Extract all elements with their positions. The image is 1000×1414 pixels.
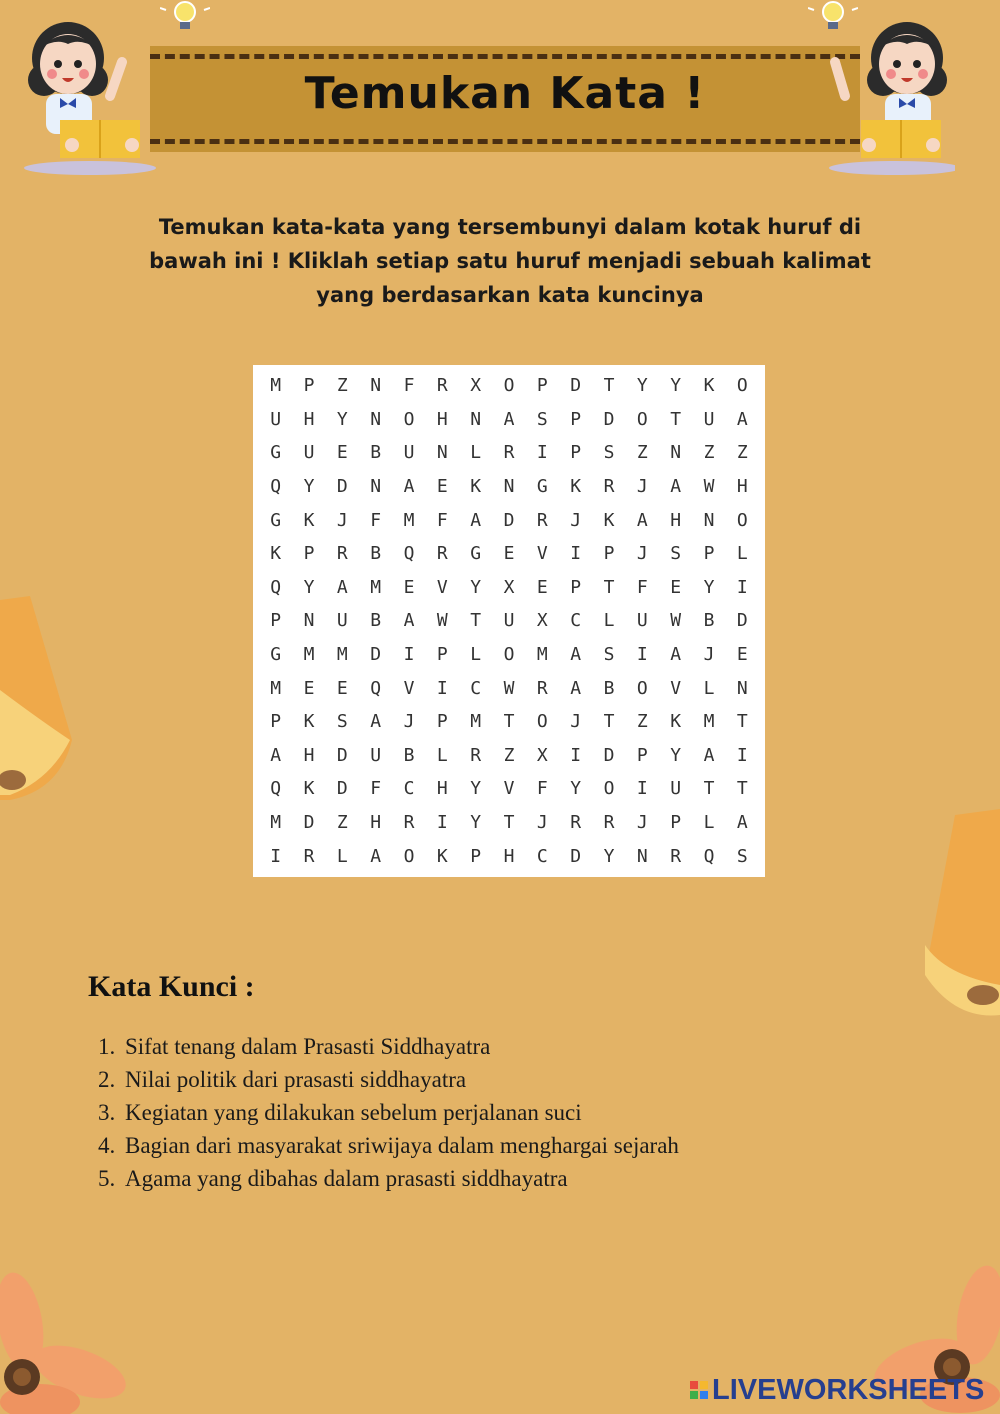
grid-letter-cell[interactable]: A (570, 677, 582, 699)
grid-letter-cell[interactable]: S (536, 408, 548, 430)
grid-letter-cell[interactable]: V (436, 576, 448, 598)
grid-letter-cell[interactable]: E (536, 576, 548, 598)
girl-reading-illustration-left (20, 0, 160, 180)
grid-letter-cell[interactable]: L (470, 442, 482, 464)
grid-letter-cell[interactable]: K (570, 476, 582, 498)
grid-letter-cell[interactable]: B (703, 610, 715, 632)
grid-letter-cell[interactable]: N (470, 408, 482, 430)
grid-letter-cell[interactable]: J (536, 812, 548, 834)
instruction-text: Temukan kata-kata yang tersembunyi dalam kotak huruf di bawah ini ! Kliklah setiap satu huruf menjadi sebuah kalimat yang berdasarkan kata kuncinya (149, 215, 871, 307)
grid-letter-cell[interactable]: K (303, 711, 315, 733)
clue-number: 1. (98, 1034, 116, 1059)
grid-letter-cell[interactable]: T (503, 711, 515, 733)
grid-letter-cell[interactable]: Q (270, 476, 282, 498)
grid-letter-cell[interactable]: S (603, 644, 615, 666)
grid-letter-cell[interactable]: N (370, 375, 382, 397)
grid-letter-cell[interactable]: Z (636, 711, 648, 733)
grid-letter-cell[interactable]: I (636, 644, 648, 666)
grid-letter-cell[interactable]: A (403, 476, 415, 498)
grid-letter-cell[interactable]: D (336, 476, 348, 498)
grid-letter-cell[interactable]: G (470, 543, 482, 565)
clue-item (98, 1162, 679, 1195)
grid-letter-cell[interactable]: B (603, 677, 615, 699)
grid-letter-cell[interactable]: Y (670, 744, 682, 766)
banner-dash-top (150, 54, 860, 59)
grid-letter-cell[interactable]: R (570, 812, 582, 834)
grid-letter-cell[interactable]: A (370, 845, 382, 867)
clue-item (98, 1030, 679, 1063)
grid-letter-cell[interactable]: I (436, 812, 448, 834)
grid-letter-cell[interactable]: R (670, 845, 682, 867)
grid-letter-cell[interactable]: O (636, 408, 648, 430)
grid-letter-cell[interactable]: J (636, 476, 648, 498)
grid-letter-cell[interactable]: H (670, 509, 682, 531)
grid-letter-cell[interactable]: I (736, 576, 748, 598)
grid-letter-cell[interactable]: Z (736, 442, 748, 464)
grid-letter-cell[interactable]: T (603, 711, 615, 733)
grid-letter-cell[interactable]: A (736, 812, 748, 834)
grid-letter-cell[interactable]: P (570, 442, 582, 464)
grid-letter-cell[interactable]: B (370, 543, 382, 565)
grid-letter-cell[interactable]: E (336, 677, 348, 699)
grid-letter-cell[interactable]: K (436, 845, 448, 867)
grid-letter-cell[interactable]: Q (270, 576, 282, 598)
grid-letter-cell[interactable]: M (536, 644, 548, 666)
grid-letter-cell[interactable]: A (570, 644, 582, 666)
grid-letter-cell[interactable]: S (670, 543, 682, 565)
grid-letter-cell[interactable]: M (270, 375, 282, 397)
lightbulb-icon (160, 0, 210, 40)
grid-letter-cell[interactable]: L (436, 744, 448, 766)
grid-letter-cell[interactable]: P (436, 711, 448, 733)
grid-letter-cell[interactable]: D (736, 610, 748, 632)
grid-letter-cell[interactable]: S (336, 711, 348, 733)
grid-letter-cell[interactable]: P (303, 375, 315, 397)
grid-letter-cell[interactable]: I (570, 543, 582, 565)
grid-letter-cell[interactable]: X (470, 375, 482, 397)
grid-letter-cell[interactable]: M (470, 711, 482, 733)
grid-letter-cell[interactable]: O (503, 375, 515, 397)
lantern-decoration-right (905, 805, 1000, 1025)
grid-letter-cell[interactable]: J (636, 812, 648, 834)
grid-letter-cell[interactable]: K (703, 375, 715, 397)
grid-letter-cell[interactable]: P (603, 543, 615, 565)
grid-letter-cell[interactable]: A (670, 644, 682, 666)
brand-text: LIVEWORKSHEETS (712, 1373, 985, 1406)
grid-letter-cell[interactable]: Q (370, 677, 382, 699)
grid-letter-cell[interactable]: E (436, 476, 448, 498)
grid-letter-cell[interactable]: X (536, 744, 548, 766)
grid-letter-cell[interactable]: R (436, 543, 448, 565)
grid-letter-cell[interactable]: E (503, 543, 515, 565)
grid-letter-cell[interactable]: H (436, 778, 448, 800)
word-search-grid[interactable] (253, 365, 765, 877)
grid-letter-cell[interactable]: G (270, 644, 282, 666)
grid-letter-cell[interactable]: R (536, 509, 548, 531)
grid-letter-cell[interactable]: R (603, 476, 615, 498)
grid-letter-cell[interactable]: D (336, 778, 348, 800)
grid-letter-cell[interactable]: V (536, 543, 548, 565)
liveworksheets-icon (690, 1381, 708, 1399)
grid-letter-cell[interactable]: A (370, 711, 382, 733)
grid-letter-cell[interactable]: B (403, 744, 415, 766)
grid-letter-cell[interactable]: T (470, 610, 482, 632)
grid-letter-cell[interactable]: D (336, 744, 348, 766)
grid-letter-cell[interactable]: R (603, 812, 615, 834)
grid-letter-cell[interactable]: M (370, 576, 382, 598)
grid-letter-cell[interactable]: N (436, 442, 448, 464)
grid-letter-cell[interactable]: N (736, 677, 748, 699)
grid-letter-cell[interactable]: H (303, 744, 315, 766)
grid-letter-cell[interactable]: J (403, 711, 415, 733)
clue-item (98, 1063, 679, 1096)
grid-letter-cell[interactable]: U (303, 442, 315, 464)
grid-letter-cell[interactable]: T (736, 778, 748, 800)
clue-text: Kegiatan yang dilakukan sebelum perjalanan suci (125, 1100, 582, 1125)
grid-letter-cell[interactable]: L (336, 845, 348, 867)
grid-letter-cell[interactable]: H (736, 476, 748, 498)
grid-letter-cell[interactable]: D (570, 845, 582, 867)
liveworksheets-logo (690, 1372, 984, 1408)
grid-letter-cell[interactable]: W (670, 610, 682, 632)
grid-letter-cell[interactable]: E (670, 576, 682, 598)
page-title: Temukan Kata ! (304, 68, 706, 119)
grid-letter-cell[interactable]: I (536, 442, 548, 464)
grid-letter-cell[interactable]: M (303, 644, 315, 666)
grid-letter-cell[interactable]: V (503, 778, 515, 800)
grid-letter-cell[interactable]: D (370, 644, 382, 666)
grid-letter-cell[interactable]: P (270, 711, 282, 733)
grid-letter-cell[interactable]: Z (336, 812, 348, 834)
grid-letter-cell[interactable]: V (670, 677, 682, 699)
grid-letter-cell[interactable]: T (670, 408, 682, 430)
grid-letter-cell[interactable]: D (303, 812, 315, 834)
grid-letter-cell[interactable]: I (436, 677, 448, 699)
grid-letter-cell[interactable]: A (636, 509, 648, 531)
grid-letter-cell[interactable]: A (736, 408, 748, 430)
grid-letter-cell[interactable]: Z (503, 744, 515, 766)
lightbulb-icon (808, 0, 858, 40)
grid-letter-cell[interactable]: O (503, 644, 515, 666)
grid-letter-cell[interactable]: Y (470, 576, 482, 598)
grid-letter-cell[interactable]: I (570, 744, 582, 766)
grid-letter-cell[interactable]: P (670, 812, 682, 834)
grid-letter-cell[interactable]: G (536, 476, 548, 498)
grid-letter-cell[interactable]: P (703, 543, 715, 565)
grid-letter-cell[interactable]: T (503, 812, 515, 834)
grid-letter-cell[interactable]: D (503, 509, 515, 531)
title-banner (150, 46, 860, 152)
grid-letter-cell[interactable]: T (603, 576, 615, 598)
grid-letter-cell[interactable]: D (603, 408, 615, 430)
grid-letter-cell[interactable]: V (403, 677, 415, 699)
grid-letter-cell[interactable]: J (570, 711, 582, 733)
grid-letter-cell[interactable]: F (370, 509, 382, 531)
grid-letter-cell[interactable]: Y (470, 778, 482, 800)
grid-letter-cell[interactable]: R (470, 744, 482, 766)
grid-letter-cell[interactable]: U (503, 610, 515, 632)
grid-letter-cell[interactable]: R (303, 845, 315, 867)
grid-letter-cell[interactable]: K (670, 711, 682, 733)
grid-letter-cell[interactable]: Y (703, 576, 715, 598)
grid-letter-cell[interactable]: N (503, 476, 515, 498)
grid-letter-cell[interactable]: Q (403, 543, 415, 565)
grid-letter-cell[interactable]: D (603, 744, 615, 766)
grid-letter-cell[interactable]: A (403, 610, 415, 632)
grid-letter-cell[interactable]: J (636, 543, 648, 565)
grid-letter-cell[interactable]: Z (636, 442, 648, 464)
grid-letter-cell[interactable]: N (670, 442, 682, 464)
clue-number: 2. (98, 1067, 116, 1092)
grid-letter-cell[interactable]: K (270, 543, 282, 565)
grid-letter-cell[interactable]: O (536, 711, 548, 733)
grid-letter-cell[interactable]: K (603, 509, 615, 531)
grid-letter-cell[interactable]: Y (670, 375, 682, 397)
grid-letter-cell[interactable]: I (403, 644, 415, 666)
grid-letter-cell[interactable]: L (470, 644, 482, 666)
grid-letter-cell[interactable]: Y (570, 778, 582, 800)
grid-letter-cell[interactable]: B (370, 442, 382, 464)
clue-number: 3. (98, 1100, 116, 1125)
grid-letter-cell[interactable]: P (536, 375, 548, 397)
grid-letter-cell[interactable]: R (403, 812, 415, 834)
grid-letter-cell[interactable]: P (436, 644, 448, 666)
grid-letter-cell[interactable]: T (736, 711, 748, 733)
grid-letter-cell[interactable]: O (403, 408, 415, 430)
grid-letter-cell[interactable]: P (470, 845, 482, 867)
grid-letter-cell[interactable]: L (703, 812, 715, 834)
grid-letter-cell[interactable]: U (336, 610, 348, 632)
grid-letter-cell[interactable]: R (536, 677, 548, 699)
grid-letter-cell[interactable]: E (336, 442, 348, 464)
grid-letter-cell[interactable]: C (470, 677, 482, 699)
grid-letter-cell[interactable]: O (403, 845, 415, 867)
grid-letter-cell[interactable]: S (603, 442, 615, 464)
grid-letter-cell[interactable]: T (603, 375, 615, 397)
clue-text: Sifat tenang dalam Prasasti Siddhayatra (125, 1034, 491, 1059)
grid-letter-cell[interactable]: G (270, 442, 282, 464)
grid-letter-cell[interactable]: R (336, 543, 348, 565)
grid-letter-cell[interactable]: L (603, 610, 615, 632)
grid-letter-cell[interactable]: S (736, 845, 748, 867)
lantern-decoration-left (0, 590, 80, 810)
grid-letter-cell[interactable]: B (370, 610, 382, 632)
clue-number: 4. (98, 1133, 116, 1158)
grid-letter-cell[interactable]: H (303, 408, 315, 430)
grid-letter-cell[interactable]: N (303, 610, 315, 632)
grid-letter-cell[interactable]: K (303, 778, 315, 800)
grid-letter-cell[interactable]: P (303, 543, 315, 565)
grid-letter-cell[interactable]: P (636, 744, 648, 766)
banner-dash-bottom (150, 139, 860, 144)
grid-letter-cell[interactable]: U (403, 442, 415, 464)
grid-letter-cell[interactable]: X (536, 610, 548, 632)
grid-letter-cell[interactable]: F (370, 778, 382, 800)
grid-letter-cell[interactable]: I (736, 744, 748, 766)
clue-list (98, 1030, 679, 1195)
grid-letter-cell[interactable]: A (503, 408, 515, 430)
grid-letter-cell[interactable]: A (470, 509, 482, 531)
grid-letter-cell[interactable]: Q (270, 778, 282, 800)
grid-letter-cell[interactable]: R (503, 442, 515, 464)
grid-letter-cell[interactable]: P (570, 408, 582, 430)
clue-item (98, 1096, 679, 1129)
grid-letter-cell[interactable]: E (303, 677, 315, 699)
grid-letter-cell[interactable]: U (636, 610, 648, 632)
clue-text: Bagian dari masyarakat sriwijaya dalam menghargai sejarah (125, 1133, 679, 1158)
grid-letter-cell[interactable]: M (703, 711, 715, 733)
grid-letter-cell[interactable]: Y (470, 812, 482, 834)
grid-letter-cell[interactable]: A (270, 744, 282, 766)
grid-letter-cell[interactable]: F (436, 509, 448, 531)
grid-letter-cell[interactable]: U (670, 778, 682, 800)
grid-letter-cell[interactable]: W (503, 677, 515, 699)
grid-letter-cell[interactable]: H (503, 845, 515, 867)
grid-letter-cell[interactable]: E (736, 644, 748, 666)
grid-letter-cell[interactable]: A (336, 576, 348, 598)
grid-letter-cell[interactable]: O (603, 778, 615, 800)
grid-letter-cell[interactable]: K (470, 476, 482, 498)
grid-letter-cell[interactable]: K (303, 509, 315, 531)
grid-letter-cell[interactable]: Y (336, 408, 348, 430)
grid-letter-cell[interactable]: W (436, 610, 448, 632)
grid-letter-cell[interactable]: H (370, 812, 382, 834)
clue-text: Nilai politik dari prasasti siddhayatra (125, 1067, 467, 1092)
grid-letter-cell[interactable]: Y (603, 845, 615, 867)
grid-letter-cell[interactable]: O (736, 509, 748, 531)
grid-letter-cell[interactable]: J (570, 509, 582, 531)
grid-letter-cell[interactable]: X (503, 576, 515, 598)
grid-letter-cell[interactable]: N (703, 509, 715, 531)
grid-letter-cell[interactable]: F (536, 778, 548, 800)
kata-kunci-heading: Kata Kunci : (88, 970, 255, 1003)
grid-letter-cell[interactable]: G (270, 509, 282, 531)
grid-letter-cell[interactable]: N (370, 408, 382, 430)
grid-letter-cell[interactable]: E (403, 576, 415, 598)
grid-letter-cell[interactable]: I (270, 845, 282, 867)
grid-letter-cell[interactable]: P (570, 576, 582, 598)
grid-letter-cell[interactable]: D (570, 375, 582, 397)
flower-decoration-left (0, 1262, 130, 1414)
grid-letter-cell[interactable]: C (403, 778, 415, 800)
grid-letter-cell[interactable]: L (736, 543, 748, 565)
clue-number: 5. (98, 1166, 116, 1191)
grid-letter-cell[interactable]: M (270, 812, 282, 834)
grid-letter-cell[interactable]: C (570, 610, 582, 632)
grid-letter-cell[interactable]: M (270, 677, 282, 699)
grid-letter-cell[interactable]: T (703, 778, 715, 800)
grid-letter-cell[interactable]: Y (636, 375, 648, 397)
grid-letter-cell[interactable]: U (703, 408, 715, 430)
grid-letter-cell[interactable]: L (703, 677, 715, 699)
grid-letter-cell[interactable]: R (436, 375, 448, 397)
grid-letter-cell[interactable]: Z (336, 375, 348, 397)
grid-letter-cell[interactable]: J (703, 644, 715, 666)
grid-letter-cell[interactable]: C (536, 845, 548, 867)
grid-letter-cell[interactable]: O (636, 677, 648, 699)
grid-letter-cell[interactable]: O (736, 375, 748, 397)
grid-letter-cell[interactable]: M (403, 509, 415, 531)
grid-letter-cell[interactable]: U (270, 408, 282, 430)
grid-letter-cell[interactable]: A (703, 744, 715, 766)
grid-letter-cell[interactable]: W (703, 476, 715, 498)
grid-letter-cell[interactable]: Z (703, 442, 715, 464)
grid-letter-cell[interactable]: H (436, 408, 448, 430)
grid-letter-cell[interactable]: N (636, 845, 648, 867)
grid-letter-cell[interactable]: M (336, 644, 348, 666)
grid-letter-cell[interactable]: I (636, 778, 648, 800)
grid-letter-cell[interactable]: F (403, 375, 415, 397)
grid-letter-cell[interactable]: F (636, 576, 648, 598)
clue-text: Agama yang dibahas dalam prasasti siddhayatra (125, 1166, 568, 1191)
clue-item (98, 1129, 679, 1162)
grid-letter-cell[interactable]: A (670, 476, 682, 498)
grid-letter-cell[interactable]: N (370, 476, 382, 498)
grid-letter-cell[interactable]: Y (303, 476, 315, 498)
grid-letter-cell[interactable]: Q (703, 845, 715, 867)
grid-letter-cell[interactable]: J (336, 509, 348, 531)
grid-letter-cell[interactable]: P (270, 610, 282, 632)
grid-letter-cell[interactable]: Y (303, 576, 315, 598)
grid-letter-cell[interactable]: U (370, 744, 382, 766)
